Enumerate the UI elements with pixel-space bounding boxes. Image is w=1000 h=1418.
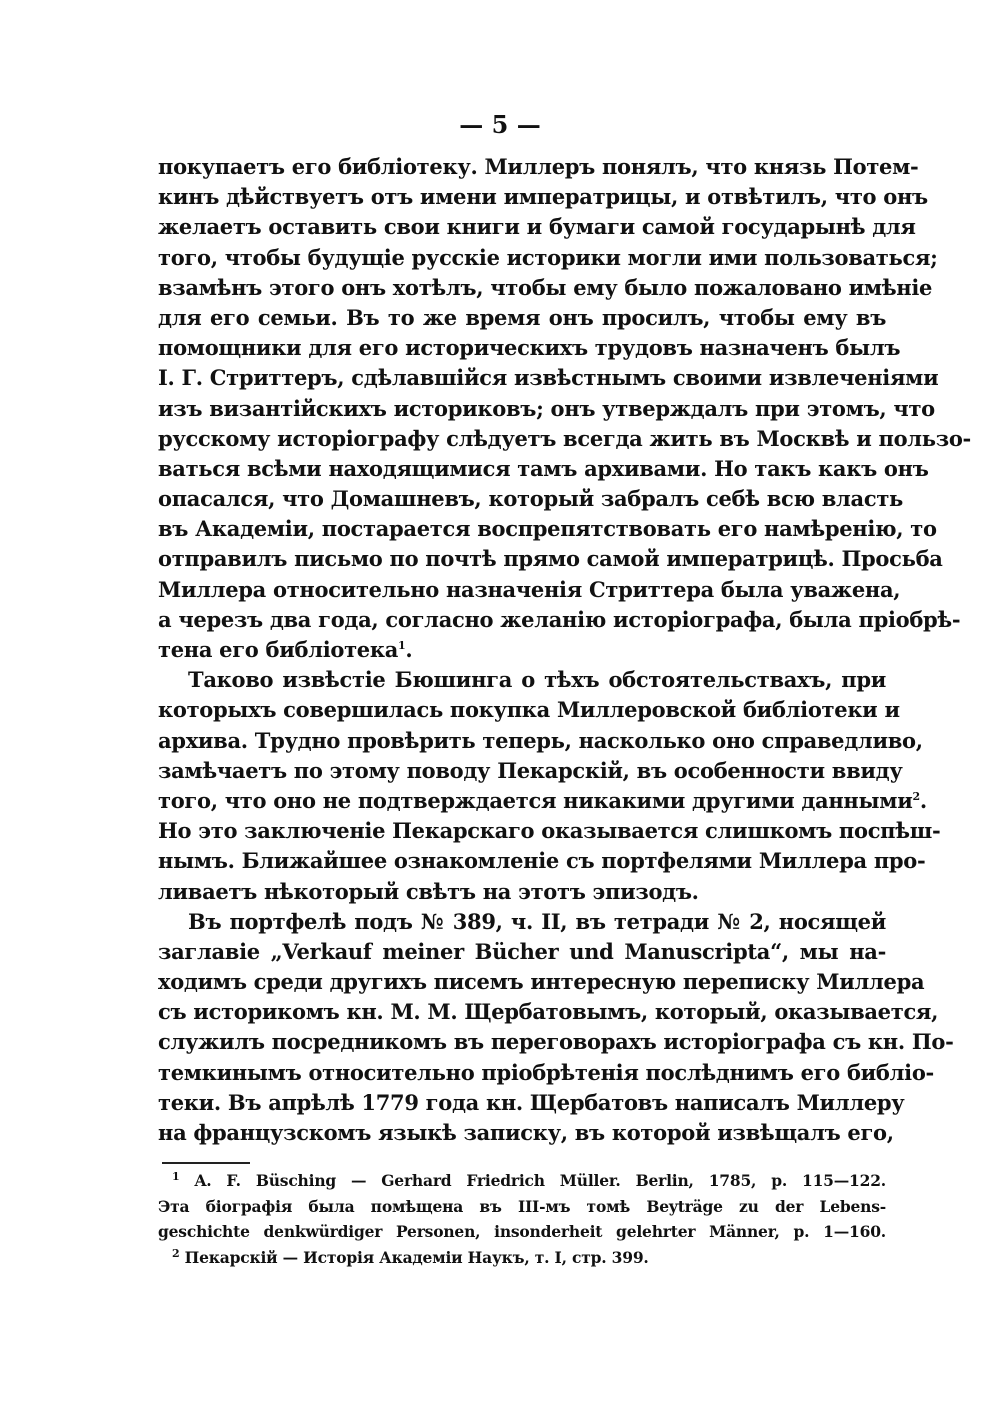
text-line: покупаетъ его библіотеку. Миллеръ понялъ, что князь Потем-: [158, 154, 919, 179]
footnote-line: [158, 1245, 886, 1271]
footnote-line: geschichte denkwürdiger Personen, insonderheit gelehrter Männer, p. 1—160.: [158, 1222, 886, 1241]
footnote-line: [158, 1168, 886, 1194]
footnote-text: A. F. Büsching — Gerhard Friedrich Müller. Berlin, 1785, p. 115—122.: [194, 1171, 886, 1190]
page-number: — 5 —: [459, 110, 541, 139]
text-line: Миллера относительно назначенія Стриттера была уважена,: [158, 576, 901, 602]
text-line: Таково извѣстіе Бюшинга о тѣхъ обстоятельствахъ, при: [188, 667, 886, 693]
text-line: І. Г. Стриттеръ, сдѣлавшійся извѣстнымъ своими извлеченіями: [158, 365, 939, 391]
text-line: замѣчаетъ по этому поводу Пекарскій, въ особенности ввиду: [158, 757, 903, 783]
text-line: теки. Въ апрѣлѣ 1779 года кн. Щербатовъ написалъ Миллеру: [158, 1089, 905, 1115]
text-line: изъ византійскихъ историковъ; онъ утверждалъ при этомъ, что: [158, 395, 935, 421]
text-line: на французскомъ языкѣ записку, въ которой извѣщалъ его,: [158, 1120, 894, 1145]
footnote-ref: 2: [912, 789, 920, 803]
text-line: отправилъ письмо по почтѣ прямо самой императрицѣ. Просьба: [158, 546, 943, 572]
text-line: а черезъ два года, согласно желанію исторіографа, была пріобрѣ-: [158, 606, 961, 632]
text-line: заглавіе „Verkauf meiner Bücher und Manuscripta“, мы на-: [158, 938, 886, 964]
text-line-content: того, что оно не подтверждается никакими другими данными: [158, 787, 913, 813]
text-line: нымъ. Ближайшее ознакомленіе съ портфелями Миллера про-: [158, 848, 926, 874]
text-line: русскому исторіографу слѣдуетъ всегда жить въ Москвѣ и пользо-: [158, 425, 971, 451]
text-line: темкинымъ относительно пріобрѣтенія послѣднимъ его библіо-: [158, 1059, 934, 1085]
text-line: того, что оно не подтверждается никакими другими данными$^2$.: [158, 787, 927, 813]
text-line: опасался, что Домашневъ, который забралъ себѣ всю власть: [158, 486, 904, 512]
footnote-marker: 2: [172, 1246, 180, 1260]
footnote-divider: [162, 1162, 250, 1164]
text-line: желаетъ оставить свои книги и бумаги самой государынѣ для: [158, 214, 916, 240]
text-line: для его семьи. Въ то же время онъ просилъ, чтобы ему въ: [158, 304, 886, 330]
text-line: служилъ посредникомъ въ переговорахъ исторіографа съ кн. По-: [158, 1029, 954, 1055]
footnote-ref: 1: [398, 639, 406, 652]
text-line: помощники для его историческихъ трудовъ назначенъ былъ: [158, 335, 901, 361]
footnotes: [158, 1168, 886, 1270]
text-line: того, чтобы будущіе русскіе историки могли ими пользоваться;: [158, 244, 938, 270]
text-line: въ Академіи, постарается воспрепятствовать его намѣренію, то: [158, 516, 937, 542]
body-text: [158, 152, 971, 1148]
text-line: Но это заключеніе Пекарскаго оказывается слишкомъ поспѣш-: [158, 818, 941, 844]
text-line: тена его библіотека$^1$.: [158, 637, 413, 662]
text-line: которыхъ совершилась покупка Миллеровской библіотеки и: [158, 697, 900, 723]
text-line: съ историкомъ кн. М. М. Щербатовымъ, который, оказывается,: [158, 999, 939, 1025]
footnote-text: Пекарскій — Исторія Академіи Наукъ, т. I, стр. 399.: [184, 1247, 649, 1267]
text-line: архива. Трудно провѣрить теперь, насколько оно справедливо,: [158, 727, 923, 753]
text-line: ходимъ среди другихъ писемъ интересную переписку Миллера: [158, 969, 925, 995]
footnote-marker: 1: [172, 1169, 180, 1183]
text-line: ваться всѣми находящимися тамъ архивами. Но такъ какъ онъ: [158, 455, 929, 481]
text-line: взамѣнъ этого онъ хотѣлъ, чтобы ему было пожаловано имѣніе: [158, 274, 933, 300]
text-line: Въ портфелѣ подъ № 389, ч. II, въ тетради № 2, носящей: [188, 908, 886, 934]
text-line-content: тена его библіотека: [158, 637, 399, 662]
text-line: ливаетъ нѣкоторый свѣтъ на этотъ эпизодъ.: [158, 878, 699, 904]
text-line: кинъ дѣйствуетъ отъ имени императрицы, и отвѣтилъ, что онъ: [158, 184, 928, 210]
footnote-line: Эта біографія была помѣщена въ III-мъ томѣ Beyträge zu der Lebens-: [158, 1196, 886, 1216]
